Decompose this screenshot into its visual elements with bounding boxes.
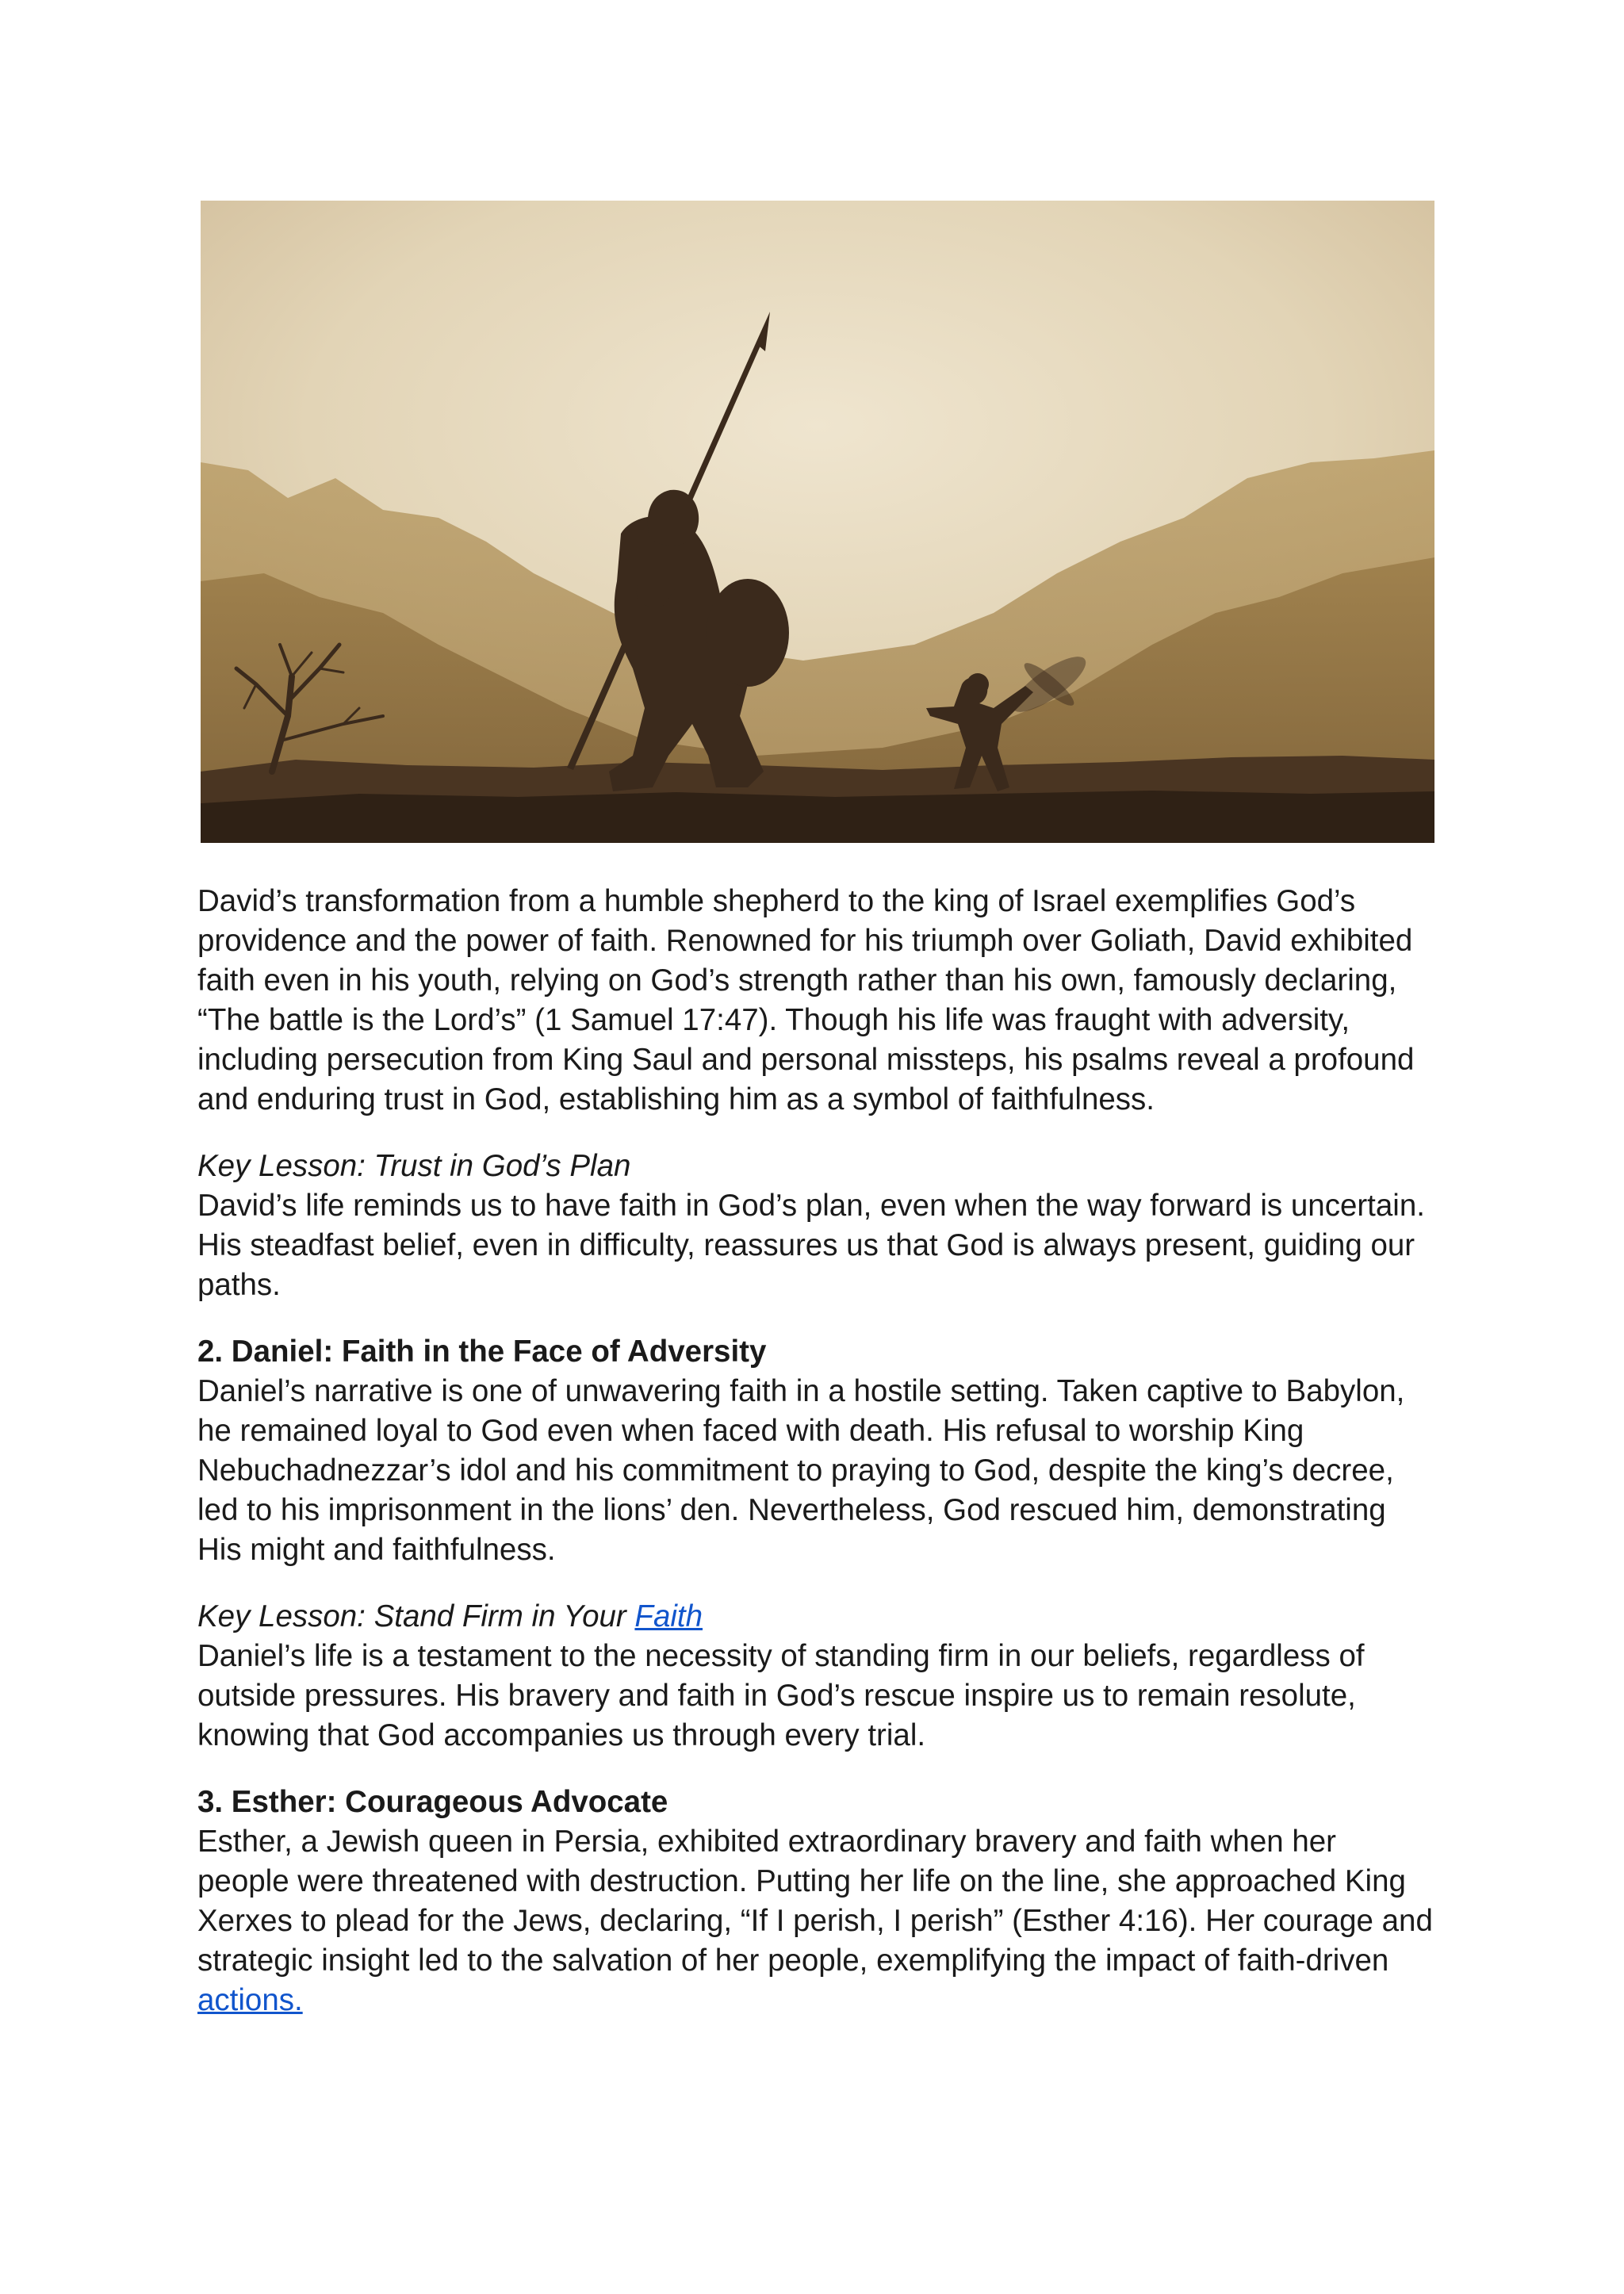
- esther-section: [197, 1783, 1434, 2020]
- foreground: [201, 791, 1434, 843]
- daniel-lesson-title-text: Key Lesson: Stand Firm in Your: [197, 1599, 635, 1633]
- daniel-body: Daniel’s narrative is one of unwavering faith in a hostile setting. Taken captive to Babylon, he remained loyal to God even when faced with death. His refusal to worship King Nebuchadnezzar’s idol and his commitment to praying to God, despite the king’s decree, led to his imprisonment in the lions’ den. Nevertheless, God rescued him, demonstrating His might and faithfulness.: [197, 1374, 1405, 1567]
- actions-link[interactable]: actions.: [197, 1983, 303, 2017]
- david-lesson-title: Key Lesson: Trust in God’s Plan: [197, 1149, 631, 1183]
- daniel-section: [197, 1332, 1434, 1570]
- david-intro-paragraph: David’s transformation from a humble shepherd to the king of Israel exemplifies God’s providence and the power of faith. Renowned for his triumph over Goliath, David exhibited faith even in his youth, relying on God’s strength rather than his own, famously declaring, “The battle is the Lord’s” (1 Samuel 17:47). Though his life was fraught with adversity, including persecution from King Saul and personal missteps, his psalms reveal a profound and enduring trust in God, establishing him as a symbol of faithfulness.: [197, 884, 1415, 1116]
- david-lesson-body: David’s life reminds us to have faith in God’s plan, even when the way forward is uncertain. His steadfast belief, even in difficulty, reassures us that God is always present, guiding our paths.: [197, 1189, 1425, 1302]
- esther-body-text: Esther, a Jewish queen in Persia, exhibited extraordinary bravery and faith when her people were threatened with destruction. Putting her life on the line, she approached King Xerxes to plead for the Jews, declaring, “If I perish, I perish” (Esther 4:16). Her courage and strategic insight led to the salvation of her people, exemplifying the impact of faith-driven: [197, 1825, 1433, 1978]
- daniel-lesson-block: [197, 1597, 1434, 1756]
- esther-heading: 3. Esther: Courageous Advocate: [197, 1785, 668, 1819]
- david-goliath-image: [201, 201, 1434, 843]
- esther-body: [197, 1822, 1434, 2020]
- hero-illustration: [201, 201, 1434, 843]
- daniel-heading: 2. Daniel: Faith in the Face of Adversity: [197, 1335, 767, 1369]
- faith-link[interactable]: Faith: [634, 1599, 703, 1633]
- article-body: [197, 882, 1434, 2020]
- david-lesson-block: [197, 1147, 1434, 1305]
- daniel-lesson-body: Daniel’s life is a testament to the necessity of standing firm in our beliefs, regardless of outside pressures. His bravery and faith in God’s rescue inspire us to remain resolute, knowing that God accompanies us through every trial.: [197, 1639, 1365, 1752]
- daniel-lesson-title: [197, 1597, 1434, 1637]
